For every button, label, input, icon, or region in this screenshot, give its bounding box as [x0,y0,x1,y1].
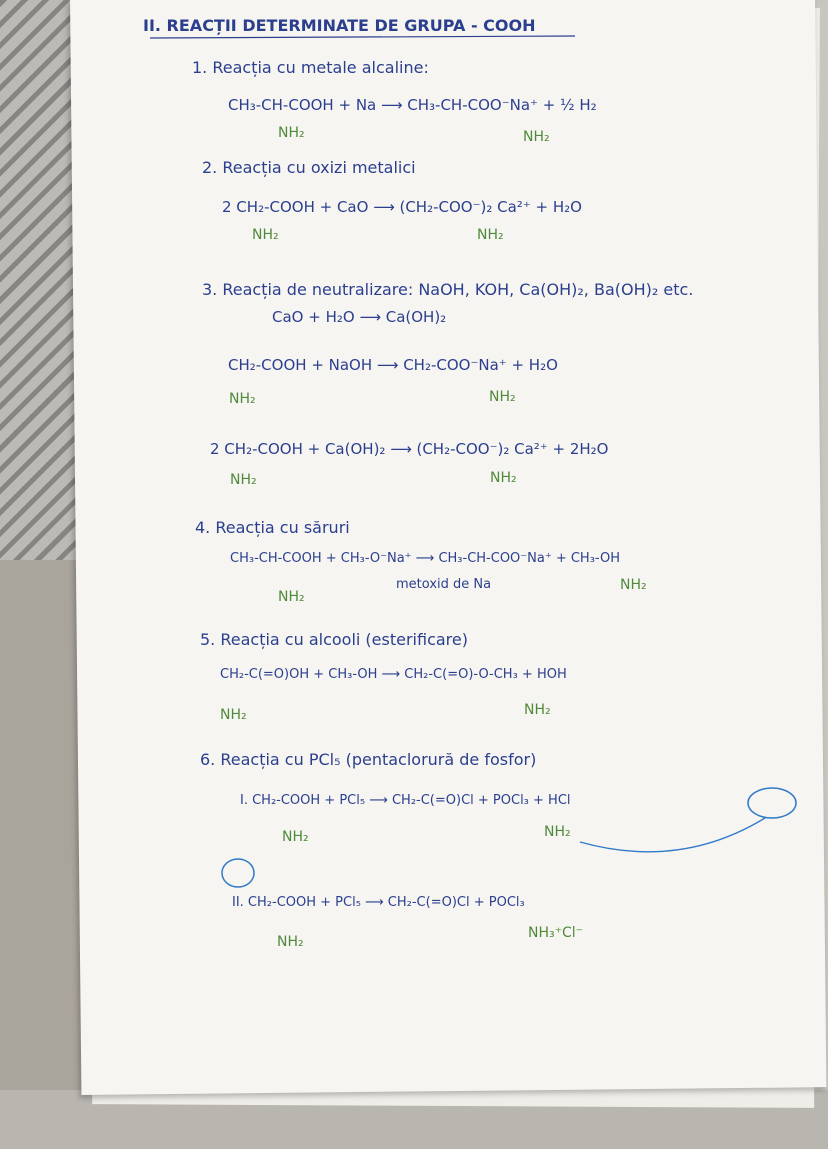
heading-5: 5. Reacția cu alcooli (esterificare) [200,630,468,649]
amino-5a: NH₂ [220,707,247,723]
title-underline [150,36,575,38]
case-ii-circle [222,859,254,887]
heading-3: 3. Reacția de neutralizare: NaOH, KOH, Ca(OH)₂, Ba(OH)₂ etc. [202,280,694,299]
heading-6: 6. Reacția cu PCl₅ (pentaclorură de fosfor) [200,750,537,769]
amino-6b: NH₂ [544,824,571,840]
amino-3d: NH₂ [490,470,517,486]
equation-6-i: I. CH₂-COOH + PCl₅ ⟶ CH₂-C(=O)Cl + POCl₃ + HCl [240,793,571,808]
amino-4b: NH₂ [620,577,647,593]
ammonium-chloride: NH₃⁺Cl⁻ [528,925,584,941]
equation-4: CH₃-CH-COOH + CH₃-O⁻Na⁺ ⟶ CH₃-CH-COO⁻Na⁺ + CH₃-OH [230,551,620,566]
equation-1: CH₃-CH-COOH + Na ⟶ CH₃-CH-COO⁻Na⁺ + ½ H₂ [228,96,597,114]
equation-3a: CaO + H₂O ⟶ Ca(OH)₂ [272,308,447,326]
amino-1a: NH₂ [278,125,305,141]
note-methoxide: metoxid de Na [396,577,492,592]
amino-2b: NH₂ [477,227,504,243]
page-title: II. REACȚII DETERMINATE DE GRUPA - COOH [143,16,536,35]
amino-6c: NH₂ [277,934,304,950]
heading-4: 4. Reacția cu săruri [195,518,350,537]
heading-1: 1. Reacția cu metale alcaline: [192,58,429,77]
amino-3b: NH₂ [489,389,516,405]
amino-3c: NH₂ [230,472,257,488]
amino-2a: NH₂ [252,227,279,243]
equation-3c: 2 CH₂-COOH + Ca(OH)₂ ⟶ (CH₂-COO⁻)₂ Ca²⁺ + 2H₂O [210,440,609,458]
equation-2: 2 CH₂-COOH + CaO ⟶ (CH₂-COO⁻)₂ Ca²⁺ + H₂O [222,198,582,216]
hcl-circle [748,788,796,818]
equation-3b: CH₂-COOH + NaOH ⟶ CH₂-COO⁻Na⁺ + H₂O [228,356,558,374]
amino-6a: NH₂ [282,829,309,845]
amino-1b: NH₂ [523,129,550,145]
amino-5b: NH₂ [524,702,551,718]
equation-6-ii: II. CH₂-COOH + PCl₅ ⟶ CH₂-C(=O)Cl + POCl₃ [232,895,525,910]
heading-2: 2. Reacția cu oxizi metalici [202,158,416,177]
amino-3a: NH₂ [229,391,256,407]
amino-4a: NH₂ [278,589,305,605]
equation-5: CH₂-C(=O)OH + CH₃-OH ⟶ CH₂-C(=O)-O-CH₃ + HOH [220,667,567,682]
hcl-arrow [580,818,765,852]
